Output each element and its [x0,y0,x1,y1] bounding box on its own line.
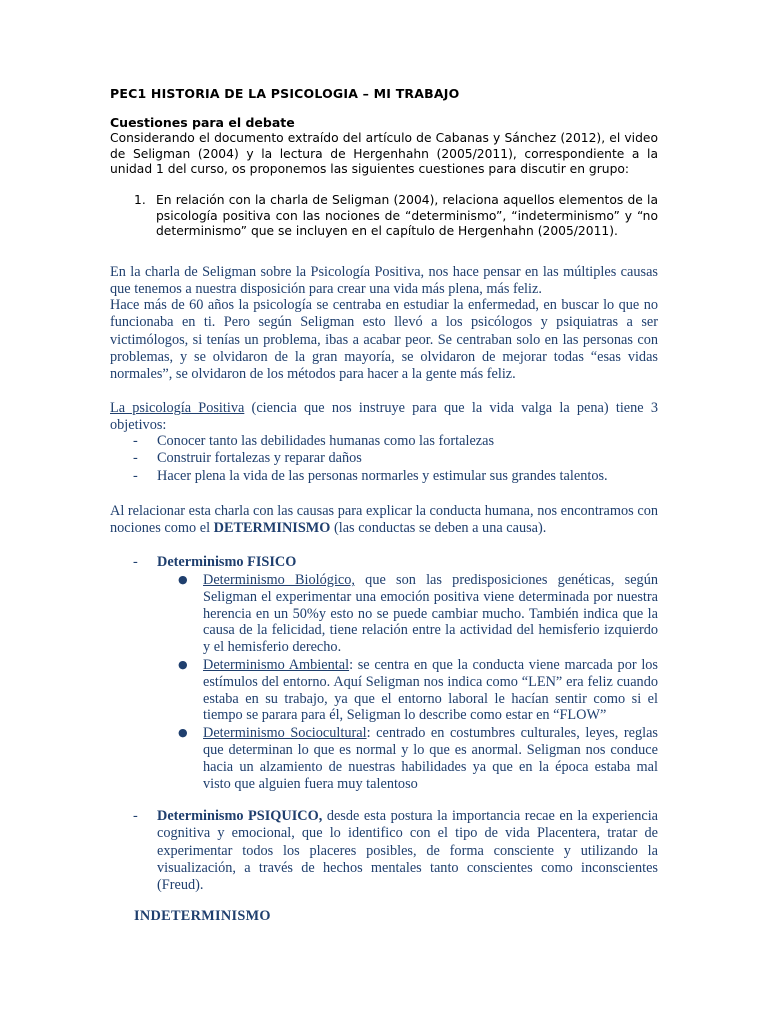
bullet-term: Determinismo Biológico, [203,572,355,588]
dash-marker: - [133,450,138,467]
indeterminism-heading: INDETERMINISMO [134,908,271,924]
dash-marker: - [133,808,138,824]
objectives-list [133,433,658,485]
psychic-determinism-item [133,808,658,894]
positive-psychology-term: La psicología Positiva [110,400,245,416]
psychic-determinism-label: Determinismo PSIQUICO, [157,808,323,824]
section-heading: Cuestiones para el debate [110,115,295,130]
answer-paragraph-4 [110,503,658,538]
dash-marker: - [133,554,138,570]
question-item [134,193,658,240]
document-title: PEC1 HISTORIA DE LA PSICOLOGIA – MI TRABAJO [110,86,460,101]
determinism-definition: (las conductas se deben a una causa). [330,520,547,537]
list-item [178,657,658,724]
physical-determinism-list [178,572,658,793]
intro-paragraph: Considerando el documento extraído del artículo de Cabanas y Sánchez (2012), el video de Seligman (2004) y la lectura de Hergenhahn (2005/2011), correspondiente a la unidad 1 del curso, os proponemos las siguientes cuestiones para discutir en grupo: [110,131,658,177]
determinism-term: DETERMINISMO [213,520,331,537]
bullet-term: Determinismo Sociocultural [203,725,367,742]
question-text: En relación con la charla de Seligman (2004), relaciona aquellos elementos de la psicología positiva con las nociones de “determinismo”, “indeterminismo” y “no determinismo” que se incluyen en el capítulo de Hergenhahn (2005/2011). [156,193,658,239]
bullet-icon: ● [178,726,188,740]
psychic-determinism-body: desde esta postura la importancia recae en la experiencia cognitiva y emocional, que lo identifico con el tipo de vida Placentera, tratar de experimentar todos los placeres posibles, de forma consciente y utilizando la visualización, a través de hechos mentales tanto conscientes como inconscientes (Freud). [157,808,659,894]
determinism-intro: Al relacionar esta charla con las causas para explicar la conducta humana, nos encontramos con nociones como el [110,503,658,537]
dash-marker: - [133,433,138,449]
answer-paragraph-1: En la charla de Seligman sobre la Psicología Positiva, nos hace pensar en las múltiples causas que tenemos a nuestra disposición para crear una vida más plena, más feliz. [110,264,658,298]
answer-paragraph-2: Hace más de 60 años la psicología se centraba en estudiar la enfermedad, en buscar lo que no funcionaba en ti. Pero según Seligman esto llevó a los psicólogos y psiquiatras a ser victimólogos, si tenías un problema, ibas a acabar peor. Se centraban solo en las personas con problemas, y se olvidaron de la gran mayoría, se olvidaron de mejorar todas “esas vidas normales”, se olvidaron de los métodos para hacer a la gente más feliz. [110,297,658,383]
answer-paragraph-3 [110,400,658,435]
bullet-term: Determinismo Ambiental [203,656,350,673]
objectives-intro: (ciencia que nos instruye para que la vida valga la pena) tiene 3 objetivos: [110,400,658,434]
list-item [178,572,658,656]
psychic-determinism-text [157,808,658,894]
list-item [178,725,658,792]
objective-text: Construir fortalezas y reparar daños [157,450,362,467]
bullet-icon: ● [178,657,188,671]
question-number: 1. [134,193,146,207]
list-item [133,433,658,450]
bullet-text: : se centra en que la conducta viene marcada por los estímulos del entorno. Aquí Seligman nos indica como “LEN” era feliz cuando estaba en su trabajo, ya que el entorno laboral le hacían sentir como si el tiempo se parara para él, Seligman lo describe como estar en “FLOW” [203,656,658,724]
bullet-icon: ● [178,573,188,586]
objective-text: Conocer tanto las debilidades humanas como las fortalezas [157,433,495,449]
objective-text: Hacer plena la vida de las personas normarles y estimular sus grandes talentos. [157,467,608,484]
bullet-text: que son las predisposiciones genéticas, según Seligman el experimentar una emoción positiva viene determinada por nuestra herencia en un 50%y esto no se puede cambiar mucho. También indica que la causa de la felicidad, tiene relación entre la actividad del hemisferio izquierdo y el hemisferio derecho. [203,572,658,656]
bullet-text: : centrado en costumbres culturales, leyes, reglas que determinan lo que es normal y lo que es anormal. Seligman nos conduce hacia un alzamiento de nuestras habilidades ya que en la época estaba mal visto que alguien fuera muy talentoso [203,725,658,792]
physical-determinism-heading [133,554,658,571]
list-item [133,468,658,485]
list-item [133,450,658,467]
dash-marker: - [133,467,138,484]
physical-determinism-label: Determinismo FISICO [157,554,297,570]
